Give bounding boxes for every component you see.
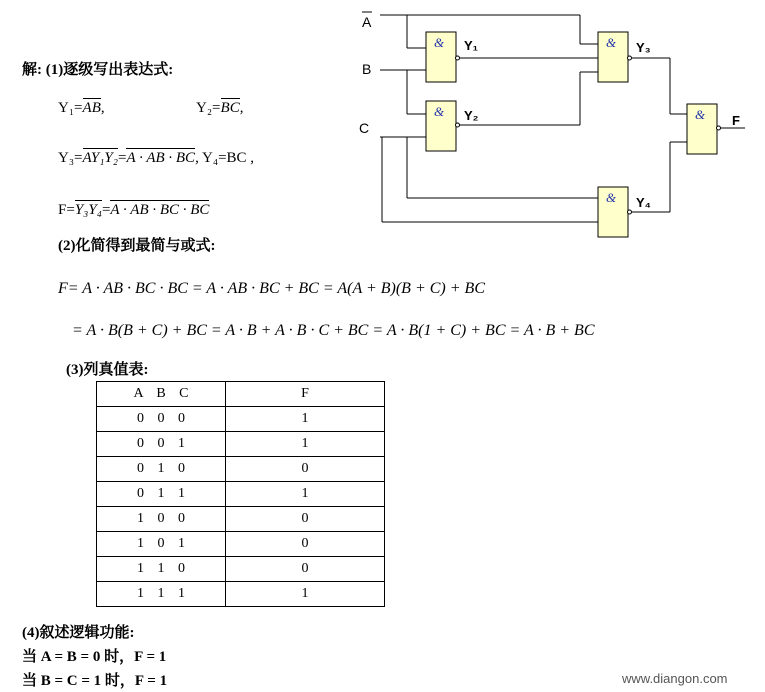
header-f: F xyxy=(226,382,385,407)
row-inputs: 1 1 1 xyxy=(97,582,226,607)
table-row xyxy=(97,482,385,507)
table-row xyxy=(97,507,385,532)
row-output: 1 xyxy=(226,407,385,432)
y1-sep: , xyxy=(100,100,105,116)
row-output: 0 xyxy=(226,507,385,532)
heading-step3: (3)列真值表: xyxy=(66,362,149,378)
bubble-y3 xyxy=(628,56,632,60)
simplification-line1: F= A · AB · BC · BC = A · AB · BC + BC = A(A + B)(B + C) + BC xyxy=(58,280,485,297)
truth-table xyxy=(96,381,385,607)
row-output: 1 xyxy=(226,582,385,607)
truth-table-header xyxy=(97,382,385,407)
simplification-line2: = A · B(B + C) + BC = A · B + A · B · C + BC = A · B(1 + C) + BC = A · B + BC xyxy=(72,322,595,339)
row-output: 0 xyxy=(226,557,385,582)
table-row xyxy=(97,457,385,482)
heading-step4: (4)叙述逻辑功能: xyxy=(22,625,135,641)
output-label-f: F xyxy=(732,113,740,128)
function-line1: 当 A = B = 0 时，F = 1 xyxy=(22,649,167,665)
heading-step2: (2)化简得到最简与或式: xyxy=(58,238,216,254)
row-output: 1 xyxy=(226,482,385,507)
output-label-y4: Y₄ xyxy=(636,195,651,210)
row-inputs: 1 0 1 xyxy=(97,532,226,557)
f-lhs: F= xyxy=(58,202,75,218)
row-inputs: 0 0 1 xyxy=(97,432,226,457)
row-output: 1 xyxy=(226,432,385,457)
y2-sep: , xyxy=(239,100,244,116)
y1-lhs: Y₁= xyxy=(58,100,83,116)
row-output: 0 xyxy=(226,532,385,557)
y1-rhs: AB xyxy=(82,100,101,116)
bubble-y4 xyxy=(628,210,632,214)
function-line2: 当 B = C = 1 时，F = 1 xyxy=(22,673,168,689)
equation-y2 xyxy=(196,100,243,117)
table-row xyxy=(97,407,385,432)
equation-y4: , Y₄=BC , xyxy=(195,150,255,166)
row-inputs: 0 1 0 xyxy=(97,457,226,482)
heading-step1: 解: (1)逐级写出表达式: xyxy=(22,62,174,78)
gate-symbol: & xyxy=(606,35,617,50)
gate-symbol: & xyxy=(606,190,617,205)
table-row xyxy=(97,532,385,557)
logic-circuit-diagram xyxy=(350,0,760,245)
row-inputs: 0 0 0 xyxy=(97,407,226,432)
f-rhs: A · AB · BC · BC xyxy=(110,202,210,218)
bubble-f xyxy=(717,126,721,130)
output-label-y3: Y₃ xyxy=(636,40,651,55)
f-mid: Y₃Y₄ xyxy=(74,202,102,218)
watermark: www.diangon.com xyxy=(622,671,728,686)
output-label-y2: Y₂ xyxy=(464,108,479,123)
equation-y1 xyxy=(58,100,105,117)
y3-eq: = xyxy=(117,150,127,166)
table-row xyxy=(97,557,385,582)
equation-f xyxy=(58,202,209,219)
gate-symbol: & xyxy=(695,107,706,122)
y2-lhs: Y₂= xyxy=(196,100,221,116)
y3-lhs: Y₃= xyxy=(58,150,83,166)
input-label-a: A xyxy=(362,14,372,30)
equation-y3 xyxy=(58,150,254,167)
gate-symbol: & xyxy=(434,104,445,119)
output-label-y1: Y₁ xyxy=(464,38,479,53)
y2-rhs: BC xyxy=(220,100,240,116)
bubble-y2 xyxy=(456,123,460,127)
table-row xyxy=(97,432,385,457)
y3-mid: AY₁Y₂ xyxy=(82,150,118,166)
y3-rhs: A · AB · BC xyxy=(126,150,196,166)
gate-symbol: & xyxy=(434,35,445,50)
table-row xyxy=(97,582,385,607)
input-label-c: C xyxy=(359,120,370,136)
bubble-y1 xyxy=(456,56,460,60)
input-label-b: B xyxy=(362,61,372,77)
row-inputs: 1 0 0 xyxy=(97,507,226,532)
row-output: 0 xyxy=(226,457,385,482)
row-inputs: 0 1 1 xyxy=(97,482,226,507)
header-abc: A B C xyxy=(97,382,226,407)
row-inputs: 1 1 0 xyxy=(97,557,226,582)
f-eq: = xyxy=(101,202,111,218)
